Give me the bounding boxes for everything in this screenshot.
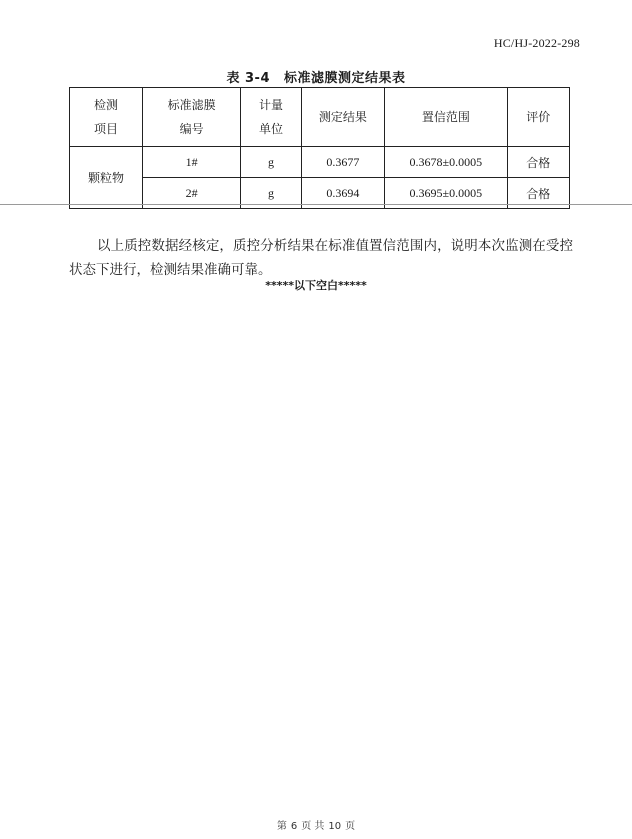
results-table [69, 87, 570, 209]
table-header-row [70, 88, 570, 147]
footer-total-pages: 10 [328, 821, 342, 832]
cell-unit: g [241, 147, 301, 178]
cell-range: 0.3678±0.0005 [385, 147, 507, 178]
table-row [70, 147, 570, 178]
header-result: 测定结果 [301, 88, 384, 147]
footer-prefix: 第 [276, 821, 287, 832]
page-footer [0, 817, 632, 832]
conclusion-paragraph: 以上质控数据经核定，质控分析结果在标准值置信范围内，说明本次监测在受控状态下进行，检测结果准确可靠。 [69, 237, 573, 278]
header-unit [241, 88, 301, 147]
table-title-number: 表 3-4 [226, 71, 270, 86]
document-number: HC/HJ-2022-298 [493, 36, 580, 50]
header-filter-line1: 标准滤膜 [167, 98, 216, 112]
header-item-line2: 项目 [94, 122, 119, 136]
cell-result: 0.3694 [301, 178, 384, 209]
cell-evaluation: 合格 [507, 178, 569, 209]
header-unit-line1: 计量 [259, 98, 284, 112]
blank-below-note: *****以下空白***** [265, 279, 367, 292]
table-title [0, 67, 632, 86]
footer-suffix: 页 [345, 821, 356, 832]
scan-artifact-line [0, 204, 632, 205]
footer-page-number: 6 [290, 821, 298, 832]
cell-range: 0.3695±0.0005 [385, 178, 507, 209]
header-evaluation: 评价 [507, 88, 569, 147]
cell-filter-id: 1# [143, 147, 241, 178]
header-item [70, 88, 143, 147]
footer-middle: 页 共 [301, 821, 325, 832]
table-title-text: 标准滤膜测定结果表 [284, 71, 406, 86]
header-filter [143, 88, 241, 147]
cell-item-name: 颗粒物 [70, 147, 143, 209]
cell-result: 0.3677 [301, 147, 384, 178]
cell-unit: g [241, 178, 301, 209]
header-range: 置信范围 [385, 88, 507, 147]
header-unit-line2: 单位 [259, 122, 284, 136]
cell-filter-id: 2# [143, 178, 241, 209]
header-filter-line2: 编号 [179, 122, 204, 136]
header-item-line1: 检测 [94, 98, 119, 112]
cell-evaluation: 合格 [507, 147, 569, 178]
